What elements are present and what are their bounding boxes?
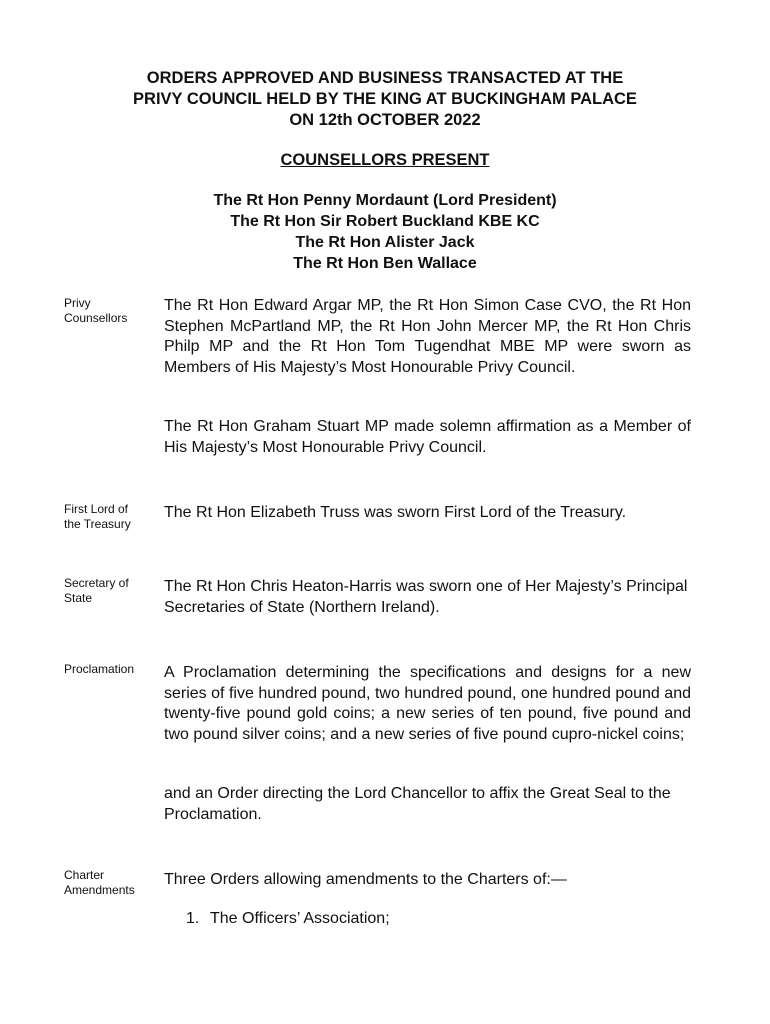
title-line-1: ORDERS APPROVED AND BUSINESS TRANSACTED AT THE [146,69,624,87]
title-line-2: PRIVY COUNCIL HELD BY THE KING AT BUCKINGHAM PALACE [133,90,637,108]
document-title [0,68,770,131]
proclamation-paragraph-2: and an Order directing the Lord Chancellor to affix the Great Seal to the Proclamation. [164,785,671,823]
privy-counsellors-paragraph-2: The Rt Hon Graham Stuart MP made solemn affirmation as a Member of His Majesty’s Most Honourable Privy Council. [164,418,691,456]
section-label-first-lord: First Lord of the Treasury [64,502,131,531]
privy-counsellors-paragraph-1: The Rt Hon Edward Argar MP, the Rt Hon Simon Case CVO, the Rt Hon Stephen McPartland MP, the Rt Hon John Mercer MP, the Rt Hon Chris Philp MP and the Rt Hon Tom Tugendhat MBE MP were sworn as Members of His Majesty’s Most Honourable Privy Council. [164,297,691,376]
section-label-privy-counsellors: Privy Counsellors [64,296,128,325]
proclamation-paragraph-1: A Proclamation determining the specifications and designs for a new series of five hundred pound, two hundred pound, one hundred pound and twenty-five pound gold coins; a new series of ten pound, five pound and two pound silver coins; and a new series of five pound cupro-nickel coins; [164,664,691,743]
list-item [186,909,686,930]
counsellors-list [0,190,770,274]
section-label-secretary-of-state: Secretary of State [64,576,129,605]
title-line-3: ON 12th OCTOBER 2022 [289,111,481,129]
counsellor-name: The Rt Hon Alister Jack [295,234,475,251]
counsellor-name: The Rt Hon Sir Robert Buckland KBE KC [230,213,540,230]
list-item-number: 1. [186,910,200,927]
secretary-of-state-paragraph: The Rt Hon Chris Heaton-Harris was sworn one of Her Majesty’s Principal Secretaries of State (Northern Ireland). [164,578,688,616]
section-label-charter-amendments: Charter Amendments [64,868,135,897]
charter-amendments-paragraph: Three Orders allowing amendments to the Charters of:— [164,871,567,888]
section-label-proclamation: Proclamation [64,662,135,676]
list-item-text: The Officers’ Association; [210,910,390,927]
counsellor-name: The Rt Hon Ben Wallace [293,255,477,272]
first-lord-paragraph: The Rt Hon Elizabeth Truss was sworn First Lord of the Treasury. [164,504,627,521]
counsellors-heading: COUNSELLORS PRESENT [280,151,490,169]
counsellor-name: The Rt Hon Penny Mordaunt (Lord President) [213,192,557,209]
